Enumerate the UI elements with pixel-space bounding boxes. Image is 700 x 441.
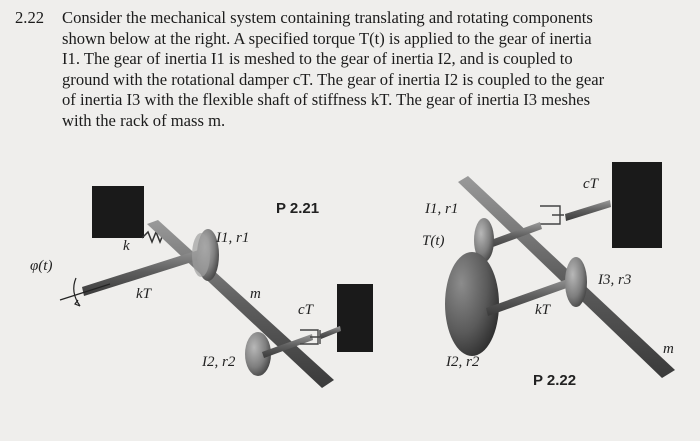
gear-i3 — [565, 257, 587, 307]
figure-p2-21 — [30, 186, 373, 388]
label-k: k — [123, 238, 130, 254]
label-i1r1: I1, r1 — [425, 201, 459, 217]
problem-line: I1. The gear of inertia I1 is meshed to the gear of inertia I2, and is coupled to — [62, 49, 573, 68]
problem-line: Consider the mechanical system containing translating and rotating components — [62, 8, 593, 27]
shaft-kT — [486, 276, 578, 316]
wall-block-2 — [337, 284, 373, 352]
label-torque: T(t) — [422, 233, 445, 249]
label-i2r2: I2, r2 — [202, 354, 236, 370]
damper-ct — [540, 206, 564, 224]
wall-block — [92, 186, 144, 238]
label-i2r2: I2, r2 — [446, 354, 480, 370]
problem-line: with the rack of mass m. — [62, 110, 226, 130]
figure-p2-22 — [422, 162, 675, 389]
problem-line: of inertia I3 with the flexible shaft of stiffness kT. The gear of inertia I3 meshes — [62, 90, 591, 109]
label-cT: cT — [298, 302, 313, 318]
label-i3r3: I3, r3 — [598, 272, 632, 288]
gear-i2 — [445, 252, 499, 356]
label-m: m — [250, 286, 261, 302]
label-i1r1: I1, r1 — [216, 230, 250, 246]
wall-block — [612, 162, 662, 248]
label-phi: φ(t) — [30, 258, 53, 274]
label-kT: kT — [136, 286, 151, 302]
caption-p2-22: P 2.22 — [533, 372, 577, 389]
label-m: m — [663, 341, 674, 357]
problem-line: shown below at the right. A specified torque T(t) is applied to the gear of inertia — [62, 28, 592, 48]
damper-rod — [565, 200, 611, 221]
problem-number: 2.22 — [15, 8, 45, 27]
label-kT: kT — [535, 302, 550, 318]
caption-p2-21: P 2.21 — [276, 200, 320, 217]
label-cT: cT — [583, 176, 598, 192]
problem-line: ground with the rotational damper cT. The gear of inertia I2 is coupled to the gear — [62, 69, 605, 89]
